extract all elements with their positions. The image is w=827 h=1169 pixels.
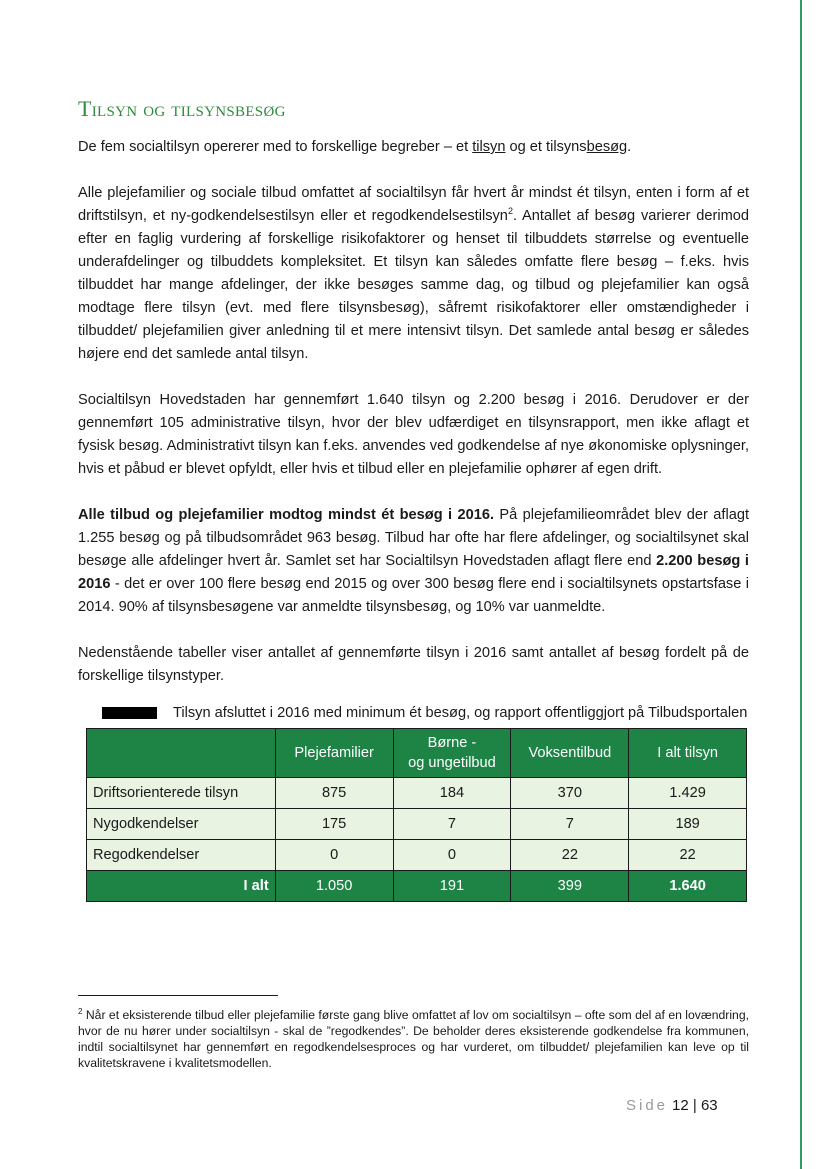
table-row — [87, 778, 747, 809]
table-row — [87, 809, 747, 840]
footnote-rule — [78, 995, 278, 996]
para2-text-a: Alle plejefamilier og sociale tilbud omfattet af socialtilsyn får hvert år mindst ét tilsyn, enten i form af et driftstilsyn, et ny-godkendelsestilsyn eller et regodkendelsestilsyn — [78, 185, 749, 224]
table-cell: 0 — [393, 840, 511, 871]
table-cell: 0 — [275, 840, 393, 871]
caption-bar — [102, 707, 157, 719]
header-cell-empty — [87, 729, 276, 778]
intro-post: . — [627, 139, 632, 155]
footnote-text: Når et eksisterende tilbud eller plejefamilie første gang blive omfattet af lov om socialtilsyn – ofte som del af en lovændring, hvor de nu hører under socialtilsyn - skal de ”regodkendes”. De beholder deres eksisterende godkendelse fra kommunen, indtil socialtilsynet har gennemført en regodkendelsesproces og har vurderet, om tilbuddet/ plejefamilien kan leve op til kvalitetskravene i kvalitetsmodellen. — [78, 1008, 749, 1070]
term-besoeg: besøg — [586, 139, 628, 155]
page-content — [78, 96, 749, 902]
table-cell: 22 — [511, 840, 629, 871]
table-cell: 1.429 — [629, 778, 747, 809]
table-cell: 175 — [275, 809, 393, 840]
table-cell: 184 — [393, 778, 511, 809]
header-voksentilbud: Voksentilbud — [511, 729, 629, 778]
page-label: Side — [626, 1097, 669, 1114]
paragraph-statistics: Socialtilsyn Hovedstaden har gennemført 1.640 tilsyn og 2.200 besøg i 2016. Derudover er der gennemført 105 administrative tilsyn, hvor der blev udfærdiget en tilsynsrapport, men ikke aflagt et fysisk besøg. Administrativt tilsyn kan f.eks. anvendes ved godkendelse af nye økonomiske oplysninger, hvis et påbud er blevet opfyldt, eller hvis et tilbud eller en plejefamilie ophører af egen drift. — [78, 392, 749, 477]
total-cell: 1.050 — [275, 871, 393, 902]
table-cell: 370 — [511, 778, 629, 809]
paragraph-tilsyn-types — [78, 182, 749, 366]
para4-bold-2: 2.200 besøg i 2016 — [78, 553, 749, 592]
section-heading: Tilsyn og tilsynsbesøg — [78, 96, 286, 121]
para4-bold-1: Alle tilbud og plejefamilier modtog mindst ét besøg i 2016. — [78, 507, 494, 523]
tilsyn-table — [86, 728, 747, 902]
table-total-row — [87, 871, 747, 902]
page-separator: | — [692, 1097, 697, 1114]
row-label: Nygodkendelser — [87, 809, 276, 840]
footnote-number: 2 — [78, 1006, 83, 1016]
page-total: 63 — [700, 1097, 718, 1114]
page-edge-line — [800, 0, 802, 1169]
table-cell: 875 — [275, 778, 393, 809]
table-cell: 7 — [511, 809, 629, 840]
page-number — [626, 1097, 718, 1114]
header-line-1: Børne - — [427, 735, 477, 751]
intro-paragraph — [78, 136, 749, 159]
header-plejefamilier: Plejefamilier — [275, 729, 393, 778]
footnote — [78, 1007, 749, 1071]
table-caption-row — [78, 702, 749, 724]
term-tilsyn: tilsyn — [472, 139, 506, 155]
grand-total-cell: 1.640 — [629, 871, 747, 902]
total-cell: 399 — [511, 871, 629, 902]
row-label: Driftsorienterede tilsyn — [87, 778, 276, 809]
header-boerne-ungetilbud — [393, 729, 511, 778]
total-label: I alt — [87, 871, 276, 902]
row-label: Regodkendelser — [87, 840, 276, 871]
paragraph-table-intro: Nedenstående tabeller viser antallet af gennemførte tilsyn i 2016 samt antallet af besøg fordelt på de forskellige tilsynstyper. — [78, 645, 749, 684]
para4-text-2: - det er over 100 flere besøg end 2015 og over 300 besøg flere end i socialtilsynets opstartsfase i 2014. 90% af tilsynsbesøgene var anmeldte tilsynsbesøg, og 10% var uanmeldte. — [78, 576, 749, 615]
header-i-alt-tilsyn: I alt tilsyn — [629, 729, 747, 778]
table-cell: 189 — [629, 809, 747, 840]
table-cell: 7 — [393, 809, 511, 840]
footnote-ref: 2 — [507, 206, 513, 217]
page-current: 12 — [672, 1097, 689, 1114]
header-line-2: og ungetilbud — [408, 755, 496, 771]
table-caption: Tilsyn afsluttet i 2016 med minimum ét besøg, og rapport offentliggjort på Tilbudsportalen — [173, 705, 748, 721]
table-cell: 22 — [629, 840, 747, 871]
table-row — [87, 840, 747, 871]
intro-pre: De fem socialtilsyn opererer med to forskellige begreber – et — [78, 139, 473, 155]
table-header-row — [87, 729, 747, 778]
para4-text-1: På plejefamilieområdet blev der aflagt 1.255 besøg og på tilbudsområdet 963 besøg. Tilbud har ofte har flere afdelinger, og socialtilsynet skal besøge alle afdelinger hvert år. Samlet set har Socialtilsyn Hovedstaden aflagt flere end — [78, 507, 749, 569]
total-cell: 191 — [393, 871, 511, 902]
para2-text-b: . Antallet af besøg varierer derimod efter en faglig vurdering af forskellige risikofaktorer og henset til tilbuddets størrelse og eventuelle underafdelinger og tilbuddets kompleksitet. Et tilsyn kan således omfatte flere besøg – f.eks. hvis tilbuddet har mange afdelinger, der ikke besøges samme dag, og tilbud og plejefamilier kan også modtage flere tilsyn (evt. med flere tilsynsbesøg), såfremt risikofaktorer eller omstændigheder i tilbuddet/ plejefamilien giver anledning til et mere intensivt tilsyn. Det samlede antal besøg er således højere end det samlede antal tilsyn. — [78, 208, 750, 362]
paragraph-visits — [78, 504, 749, 619]
intro-mid: og et tilsyns — [505, 139, 587, 155]
